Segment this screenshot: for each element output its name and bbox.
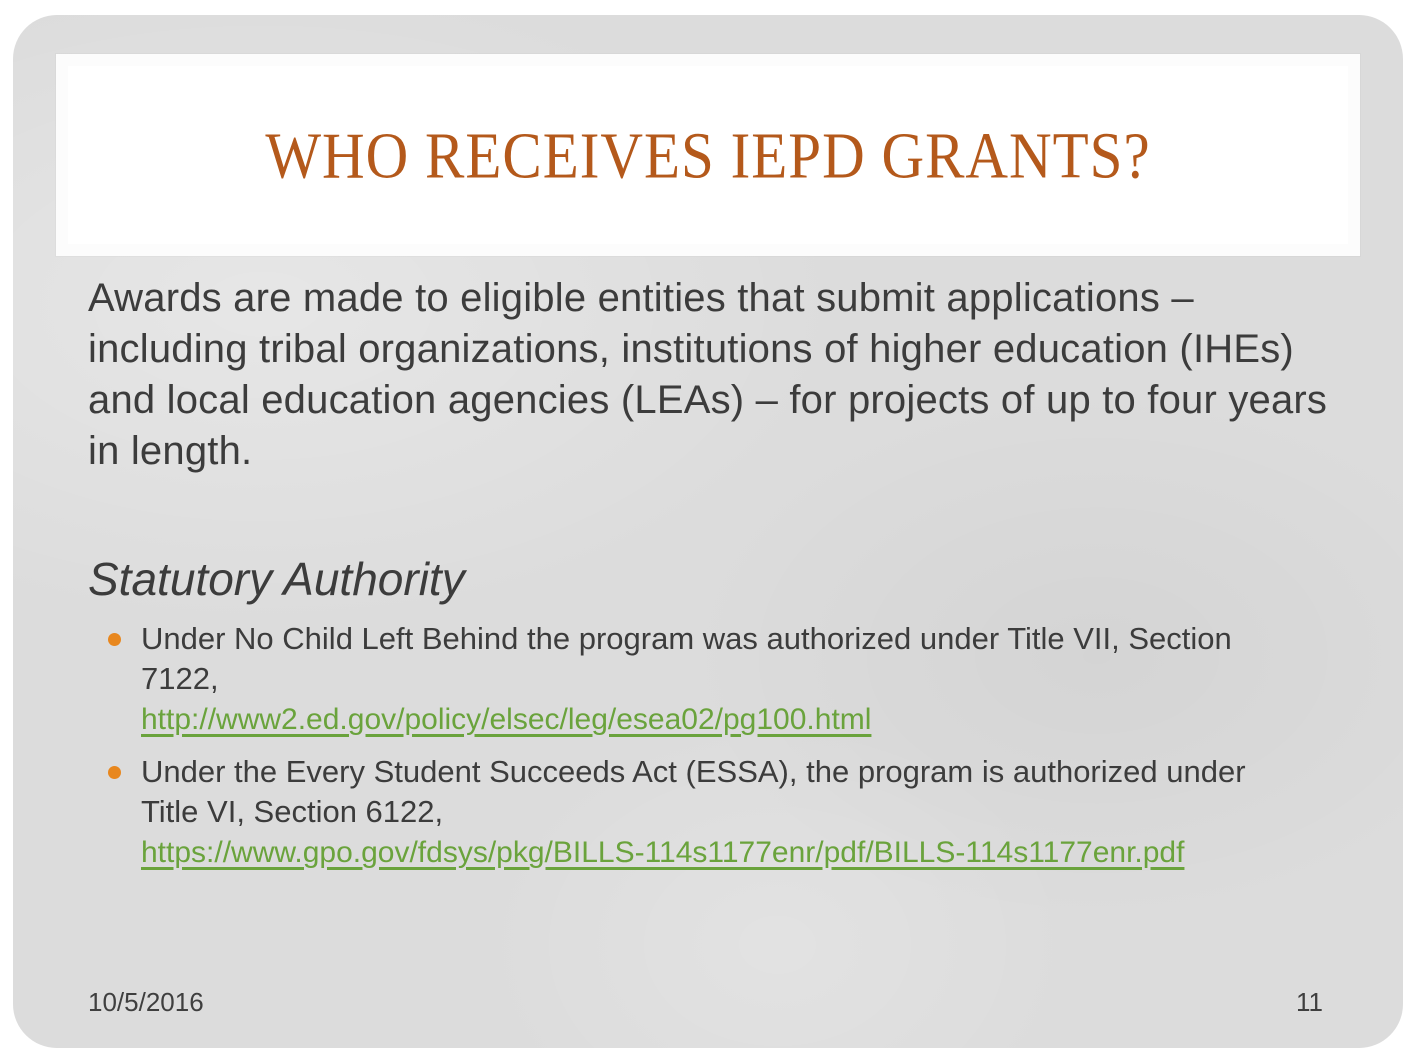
slide-title: WHO RECEIVES IEPD GRANTS? [265, 117, 1151, 192]
list-item [88, 752, 1281, 872]
section-heading-statutory-authority: Statutory Authority [88, 553, 465, 605]
footer-date: 10/5/2016 [88, 987, 204, 1017]
bullet-text: Under No Child Left Behind the program was authorized under Title VII, Section 7122, [141, 621, 1232, 696]
bullet-icon [108, 766, 121, 779]
bullet-list [88, 619, 1358, 872]
page-number: 11 [1296, 987, 1323, 1017]
slide-content [88, 273, 1358, 885]
bullet-icon [108, 633, 121, 646]
essa-bill-link[interactable]: https://www.gpo.gov/fdsys/pkg/BILLS-114s1177enr/pdf/BILLS-114s1177enr.pdf [141, 836, 1185, 869]
presentation-slide [13, 15, 1403, 1048]
bullet-text: Under the Every Student Succeeds Act (ESSA), the program is authorized under Title VI, Section 6122, [141, 754, 1246, 829]
body-paragraph: Awards are made to eligible entities that submit applications – including tribal organizations, institutions of higher education (IHEs) and local education agencies (LEAs) – for projects of up to four years in length. [88, 276, 1328, 473]
list-item [88, 619, 1281, 739]
title-banner [56, 54, 1360, 256]
esea-link[interactable]: http://www2.ed.gov/policy/elsec/leg/esea02/pg100.html [141, 703, 872, 736]
